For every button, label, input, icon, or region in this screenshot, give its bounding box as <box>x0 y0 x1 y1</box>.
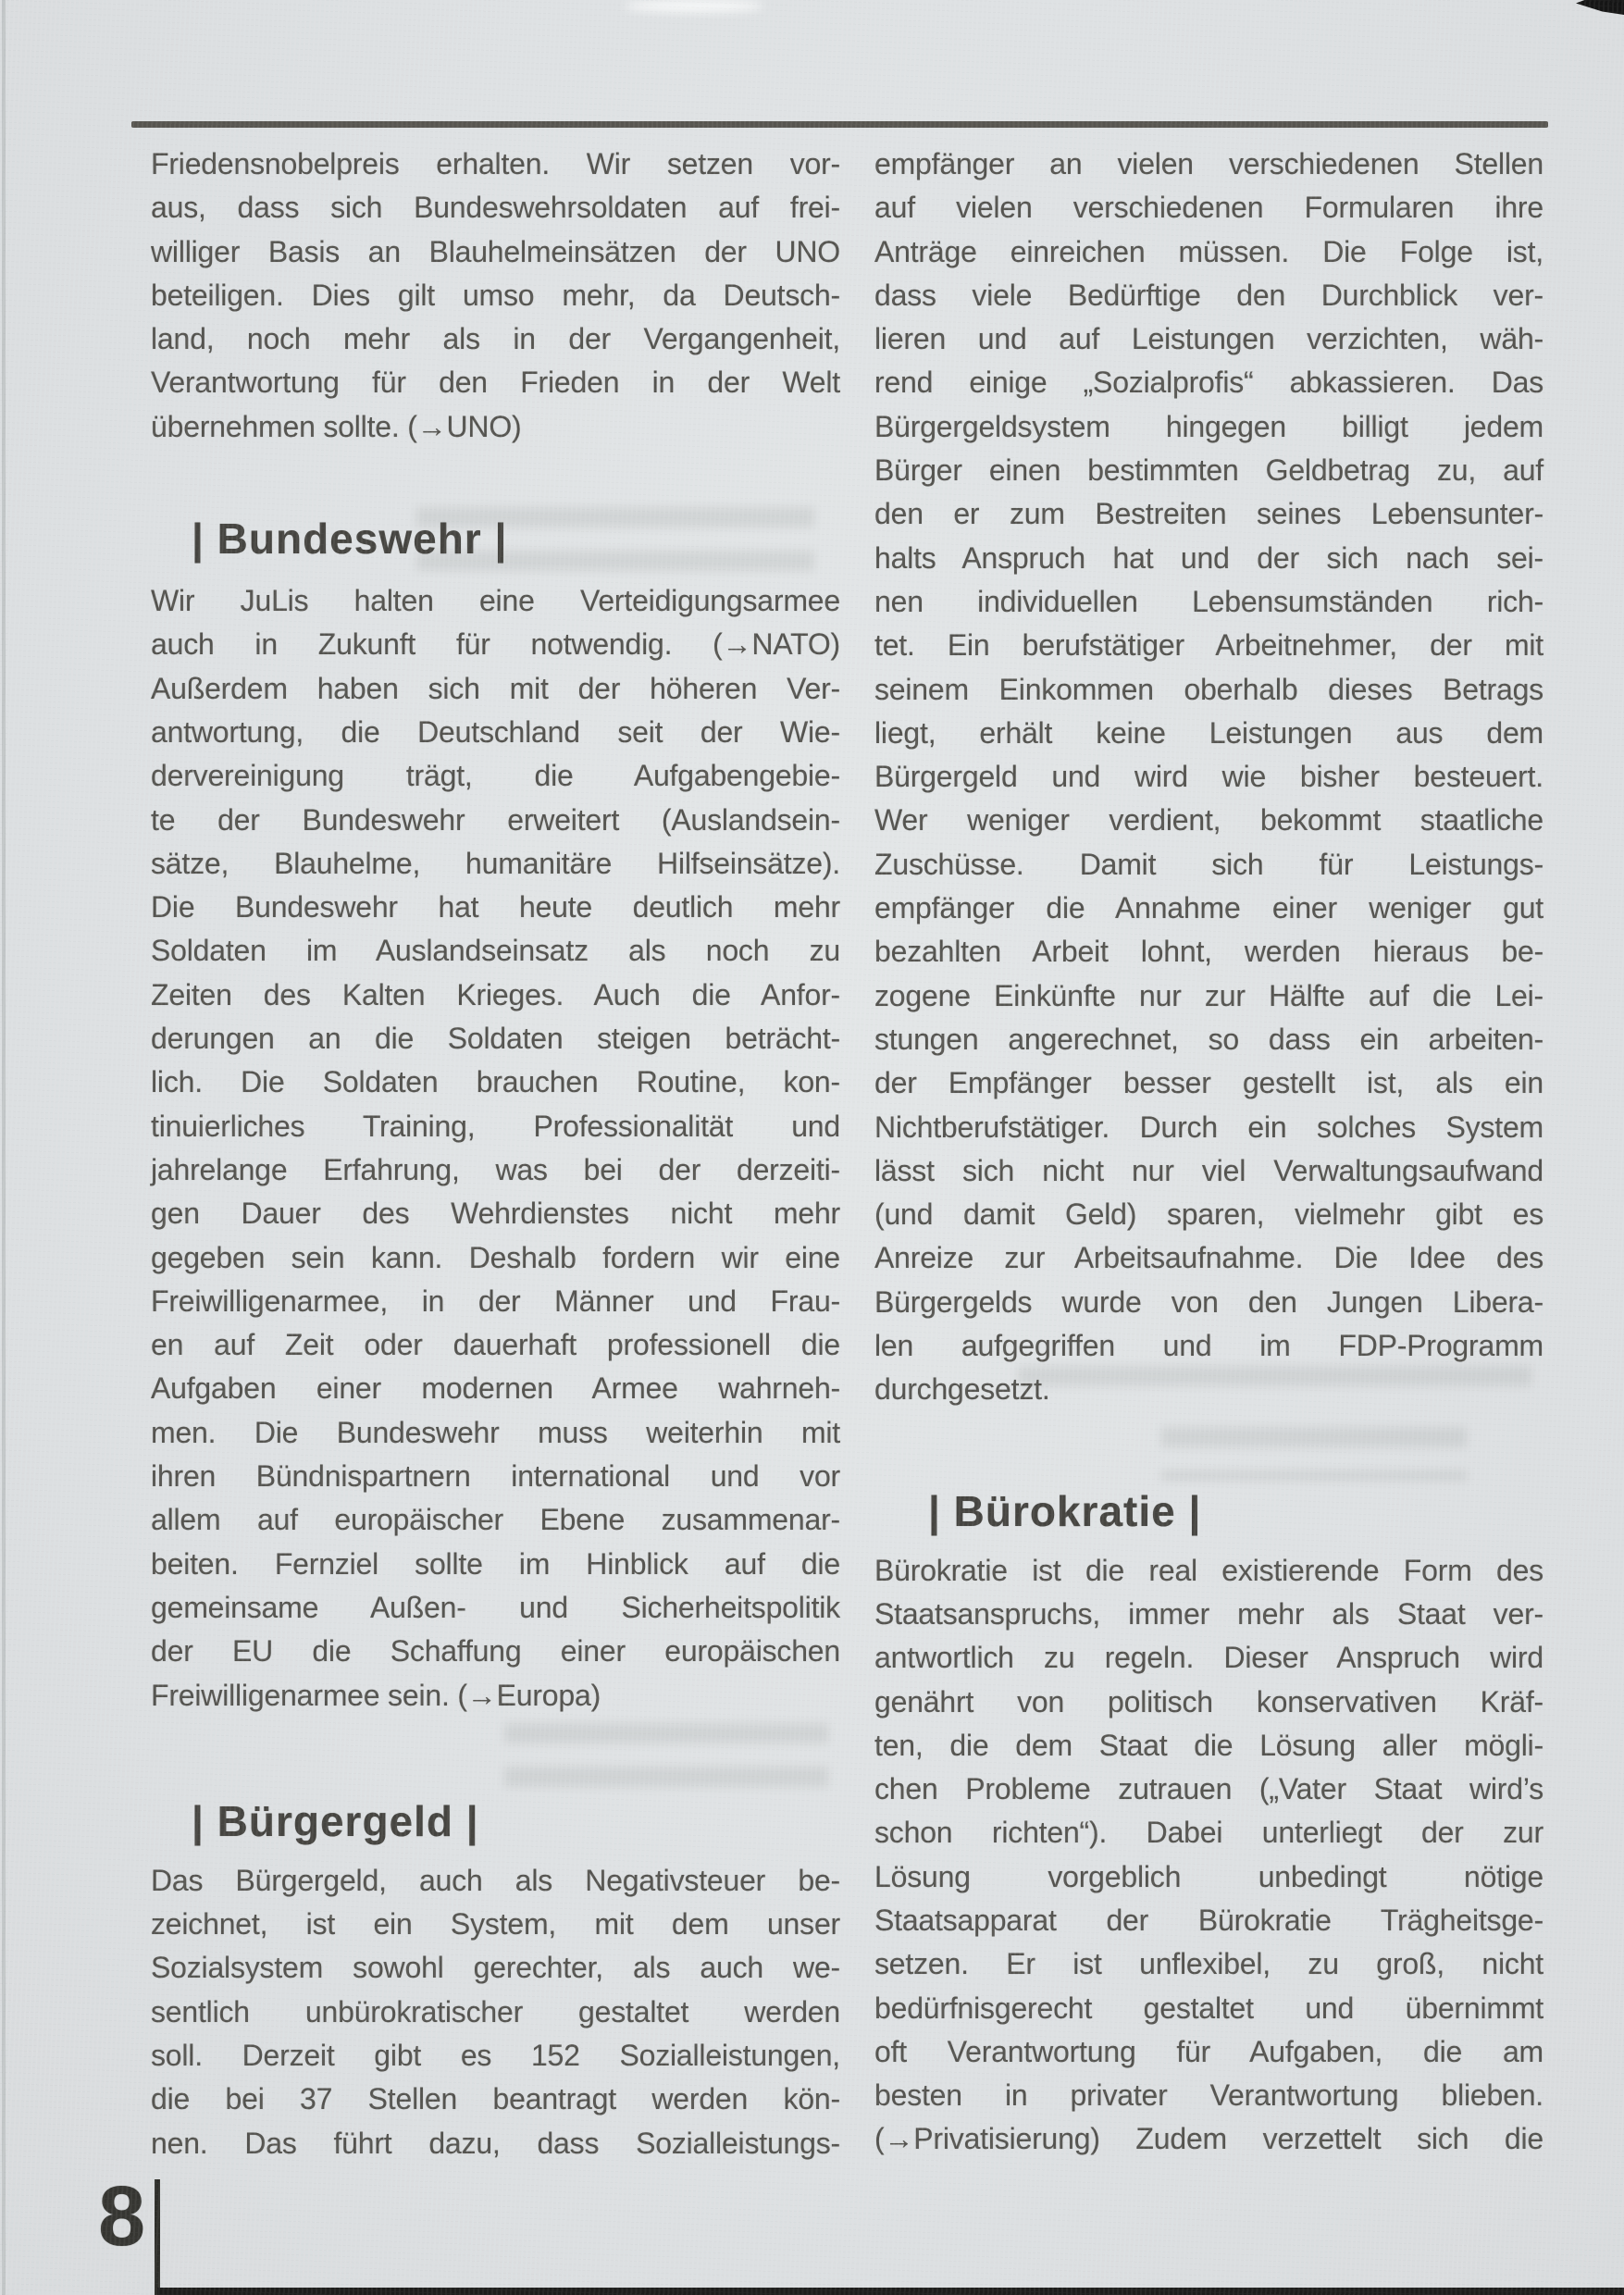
text-line: halts Anspruch hat und der sich nach sei- <box>874 540 1543 575</box>
para-buerokratie <box>874 1549 1543 2162</box>
text-line: antwortlich zu regeln. Dieser Anspruch wird <box>874 1641 1543 1675</box>
text-line: en auf Zeit oder dauerhaft professionell die <box>151 1328 840 1362</box>
text-line: stungen angerechnet, so dass ein arbeiten- <box>874 1022 1543 1056</box>
text-line: empfänger an vielen verschiedenen Stellen <box>874 147 1543 180</box>
right-text-column <box>874 143 1543 2162</box>
text-line: Anreize zur Arbeitsaufnahme. Die Idee des <box>874 1241 1543 1275</box>
text-line: oft Verantwortung für Aufgaben, die am <box>874 2034 1543 2068</box>
text-line: zeichnet, ist ein System, mit dem unser <box>151 1907 840 1941</box>
text-line: gen Dauer des Wehrdienstes nicht mehr <box>151 1197 840 1231</box>
text-line: bedürfnisgerecht gestaltet und übernimmt <box>874 1991 1543 2025</box>
text-line: der EU die Schaffung einer europäischen <box>151 1634 840 1669</box>
text-line: Bürger einen bestimmten Geldbetrag zu, auf <box>874 453 1543 488</box>
text-line: Außerdem haben sich mit der höheren Ver- <box>151 671 840 705</box>
text-line: williger Basis an Blauhelmeinsätzen der UNO <box>151 234 840 268</box>
text-line: allem auf europäischer Ebene zusammenar- <box>151 1503 840 1537</box>
text-line: Bürgergeld und wird wie bisher besteuert. <box>874 760 1543 794</box>
text-line: (und damit Geld) sparen, vielmehr gibt es <box>874 1197 1543 1232</box>
text-line: zogene Einkünfte nur zur Hälfte auf die Lei- <box>874 978 1543 1012</box>
text-line: Anträge einreichen müssen. Die Folge ist, <box>874 234 1543 268</box>
text-line: aus, dass sich Bundeswehrsoldaten auf frei- <box>151 191 840 225</box>
text-line: gemeinsame Außen- und Sicherheitspolitik <box>151 1590 840 1624</box>
header-rule <box>131 121 1548 128</box>
scan-edge-artifact <box>2 0 6 2295</box>
text-line: Friedensnobelpreis erhalten. Wir setzen vor- <box>151 147 840 180</box>
text-line: empfänger die Annahme einer weniger gut <box>874 891 1543 925</box>
page-number: 8 <box>98 2169 146 2264</box>
text-line: Soldaten im Auslandseinsatz als noch zu <box>151 934 840 968</box>
text-line: Staatsapparat der Bürokratie Trägheitsge- <box>874 1903 1543 1937</box>
paper-crease-artifact <box>625 0 763 12</box>
text-line: Verantwortung für den Frieden in der Welt <box>151 366 840 400</box>
text-line: len aufgegriffen und im FDP-Programm <box>874 1329 1543 1363</box>
heading-buerokratie: | Bürokratie | <box>928 1486 1202 1535</box>
text-line: Sozialsystem sowohl gerechter, als auch we- <box>151 1951 840 1985</box>
text-line: gegeben sein kann. Deshalb fordern wir eine <box>151 1240 840 1274</box>
text-line: Zeiten des Kalten Krieges. Auch die Anfor- <box>151 977 840 1011</box>
text-line: chen Probleme zutrauen („Vater Staat wird’s <box>874 1772 1543 1806</box>
text-line: lich. Die Soldaten brauchen Routine, kon- <box>151 1065 840 1099</box>
text-line: (→Privatisierung) Zudem verzettelt sich die <box>874 2122 1543 2156</box>
text-line: setzen. Er ist unflexibel, zu groß, nicht <box>874 1947 1543 1981</box>
text-line: Wir JuLis halten eine Verteidigungsarmee <box>151 584 840 618</box>
scan-bottom-edge-artifact <box>157 2288 1624 2295</box>
left-text-column <box>151 143 840 2165</box>
text-line: ihren Bündnispartnern international und vor <box>151 1459 840 1494</box>
text-line: te der Bundeswehr erweitert (Auslandsein- <box>151 802 840 837</box>
text-line: Lösung vorgeblich unbedingt nötige <box>874 1859 1543 1893</box>
text-line: genährt von politisch konservativen Kräf- <box>874 1684 1543 1718</box>
text-line: Aufgaben einer modernen Armee wahrneh- <box>151 1371 840 1406</box>
text-line: auch in Zukunft für notwendig. (→NATO) <box>151 627 840 662</box>
text-line: dervereinigung trägt, die Aufgabengebie- <box>151 759 840 793</box>
text-line: land, noch mehr als in der Vergangenheit, <box>151 322 840 356</box>
para-buergergeld-continuation <box>874 143 1543 1412</box>
text-line: Freiwilligenarmee sein. (→Europa) <box>151 1678 601 1712</box>
text-line: Nichtberufstätiger. Durch ein solches System <box>874 1110 1543 1144</box>
text-line: beiten. Fernziel sollte im Hinblick auf die <box>151 1546 840 1581</box>
text-line: bezahlten Arbeit lohnt, werden hieraus be- <box>874 935 1543 969</box>
text-line: beteiligen. Dies gilt umso mehr, da Deutsch- <box>151 278 840 312</box>
text-line: die bei 37 Stellen beantragt werden kön- <box>151 2082 840 2116</box>
text-line: Freiwilligenarmee, in der Männer und Frau- <box>151 1284 840 1318</box>
text-line: Wer weniger verdient, bekommt staatliche <box>874 803 1543 837</box>
text-line: rend einige „Sozialprofis“ abkassieren. Das <box>874 366 1543 400</box>
text-line: den er zum Bestreiten seines Lebensunter- <box>874 497 1543 531</box>
para-uno-continuation <box>151 143 840 449</box>
para-buergergeld <box>151 1859 840 2165</box>
text-line: ten, die dem Staat die Lösung aller mögli- <box>874 1728 1543 1762</box>
text-line: Zuschüsse. Damit sich für Leistungs- <box>874 847 1543 881</box>
text-line: Staatsanspruchs, immer mehr als Staat ver- <box>874 1596 1543 1631</box>
text-line: lässt sich nicht nur viel Verwaltungsaufwand <box>874 1153 1543 1187</box>
text-line: übernehmen sollte. (→UNO) <box>151 409 522 443</box>
text-line: jahrelange Erfahrung, was bei der derzeiti- <box>151 1152 840 1186</box>
text-line: nen. Das führt dazu, dass Sozialleistungs- <box>151 2126 840 2160</box>
text-line: sätze, Blauhelme, humanitäre Hilfseinsätze). <box>151 846 840 880</box>
text-line: Bürgergeldsystem hingegen billigt jedem <box>874 409 1543 443</box>
text-line: Das Bürgergeld, auch als Negativsteuer be- <box>151 1863 840 1897</box>
text-line: durchgesetzt. <box>874 1372 1050 1407</box>
heading-buergergeld: | Bürgergeld | <box>192 1796 479 1845</box>
text-line: besten in privater Verantwortung blieben. <box>874 2078 1543 2113</box>
para-bundeswehr <box>151 579 840 1718</box>
text-line: liegt, erhält keine Leistungen aus dem <box>874 715 1543 750</box>
heading-bundeswehr: | Bundeswehr | <box>192 515 508 564</box>
text-line: dass viele Bedürftige den Durchblick ver- <box>874 278 1543 312</box>
page-number-rule <box>155 2179 160 2295</box>
text-line: Die Bundeswehr hat heute deutlich mehr <box>151 890 840 924</box>
text-line: men. Die Bundeswehr muss weiterhin mit <box>151 1415 840 1449</box>
text-line: soll. Derzeit gibt es 152 Sozialleistungen, <box>151 2038 840 2072</box>
text-line: der Empfänger besser gestellt ist, als ein <box>874 1066 1543 1100</box>
text-line: lieren und auf Leistungen verzichten, wäh- <box>874 322 1543 356</box>
text-line: sentlich unbürokratischer gestaltet werden <box>151 1994 840 2028</box>
text-line: auf vielen verschiedenen Formularen ihre <box>874 191 1543 225</box>
text-line: schon richten“). Dabei unterliegt der zur <box>874 1816 1543 1850</box>
text-line: Bürgergelds wurde von den Jungen Libera- <box>874 1284 1543 1319</box>
text-line: nen individuellen Lebensumständen rich- <box>874 584 1543 618</box>
text-line: seinem Einkommen oberhalb dieses Betrags <box>874 672 1543 706</box>
text-line: derungen an die Soldaten steigen beträcht- <box>151 1022 840 1056</box>
text-line: Bürokratie ist die real existierende Form des <box>874 1553 1543 1587</box>
text-line: tinuierliches Training, Professionalität und <box>151 1109 840 1143</box>
scan-corner-artifact <box>1576 0 1624 15</box>
text-line: tet. Ein berufstätiger Arbeitnehmer, der mit <box>874 628 1543 663</box>
text-line: antwortung, die Deutschland seit der Wie- <box>151 714 840 749</box>
